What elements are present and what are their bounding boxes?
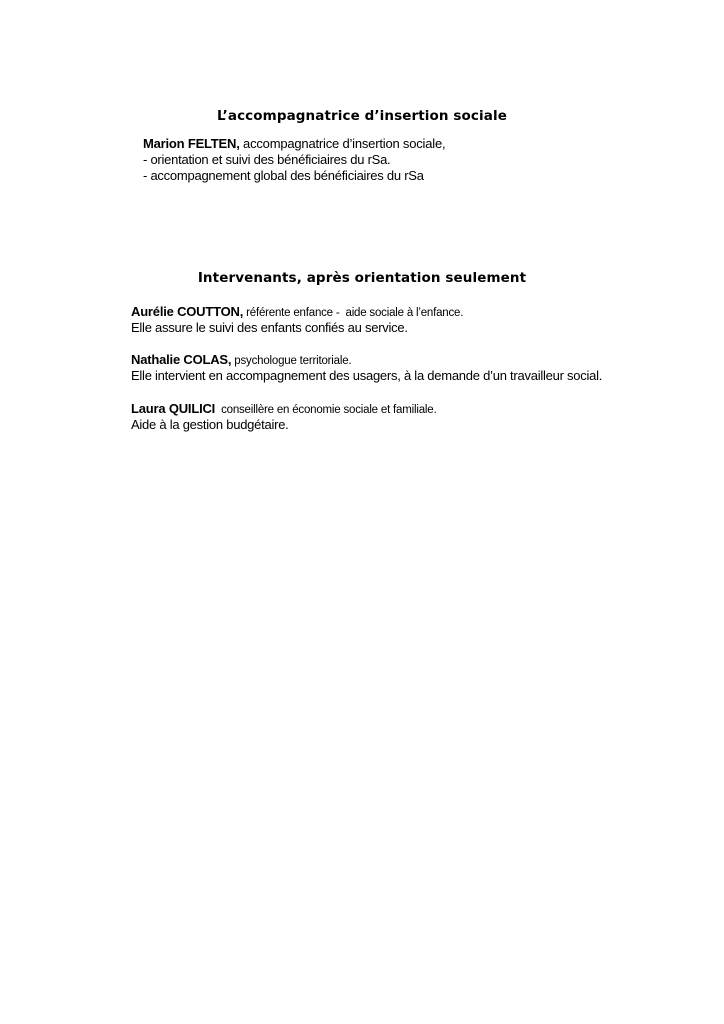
person-role: conseillère en économie sociale et familiale.	[215, 404, 437, 416]
person-role: psychologue territoriale.	[231, 355, 352, 367]
person-header-line	[143, 136, 445, 152]
person-description: Aide à la gestion budgétaire.	[131, 417, 289, 432]
person-header-line	[131, 401, 436, 417]
person-description: Elle assure le suivi des enfants confiés au service.	[131, 320, 408, 335]
person-name: Laura QUILICI	[131, 401, 216, 416]
person-name: Nathalie COLAS,	[131, 352, 232, 367]
person-block-coutton	[131, 304, 463, 336]
person-header-line	[131, 304, 463, 320]
section-title-intervenants: Intervenants, après orientation seulement	[197, 270, 527, 286]
person-name: Marion FELTEN,	[143, 136, 240, 151]
person-role: accompagnatrice d’insertion sociale,	[239, 136, 446, 151]
duty-item: - orientation et suivi des bénéficiaires du rSa.	[143, 152, 391, 167]
person-description: Elle intervient en accompagnement des usagers, à la demande d’un travailleur social.	[131, 368, 603, 383]
person-role: référente enfance - aide sociale à l’enfance.	[243, 307, 464, 319]
person-block-colas	[131, 352, 602, 384]
person-header-line	[131, 352, 602, 368]
section-title-insertion-sociale: L’accompagnatrice d’insertion sociale	[217, 108, 507, 124]
person-block-felten	[143, 136, 445, 184]
person-block-quilici	[131, 401, 436, 433]
person-name: Aurélie COUTTON,	[131, 304, 244, 319]
duty-item: - accompagnement global des bénéficiaires du rSa	[143, 168, 424, 183]
